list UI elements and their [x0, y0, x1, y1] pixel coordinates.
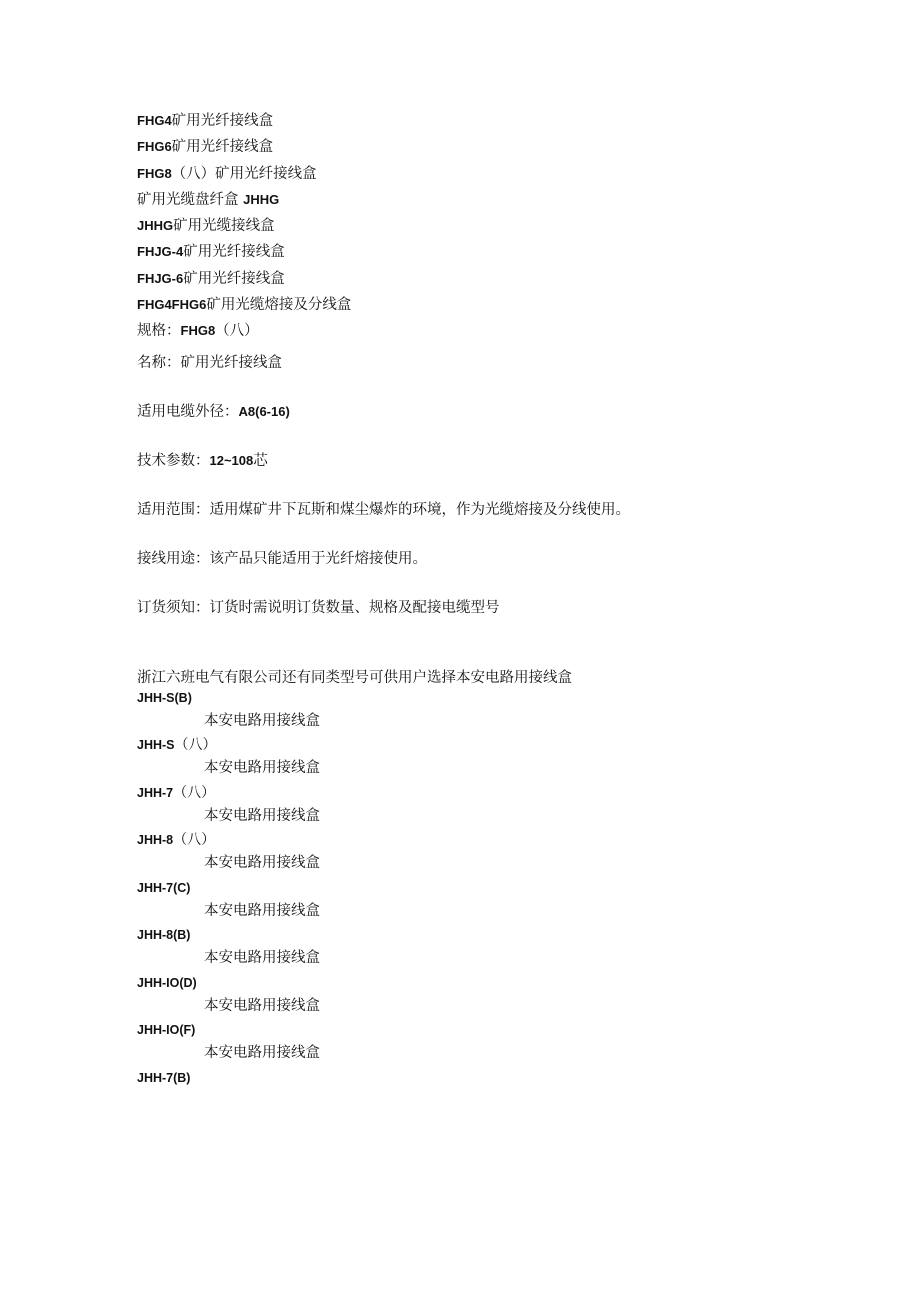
product-name: 矿用光缆接线盒 — [173, 218, 275, 235]
model-code-line — [137, 925, 837, 945]
detail-code: A8(6-16) — [238, 403, 290, 419]
product-line — [137, 161, 837, 187]
detail-label: 接线用途： — [137, 550, 210, 567]
intro-text: 浙江六班电气有限公司还有同类型号可供用户选择本安电路用接线盒 — [137, 669, 572, 686]
model-code: JHH-7(C) — [137, 880, 191, 895]
model-code-line — [137, 688, 837, 708]
model-code-line — [137, 973, 837, 993]
detail-value: 该产品只能适用于光纤熔接使用。 — [209, 550, 427, 567]
product-name: 矿用光缆熔接及分线盒 — [206, 297, 352, 314]
model-code: JHH-7(B) — [137, 1070, 191, 1085]
model-code-line — [137, 735, 837, 755]
detail-label: 适用电缆外径： — [137, 403, 239, 420]
model-description: 本安电路用接线盒 — [204, 712, 320, 729]
spec-line — [137, 318, 837, 344]
model-code: JHH-IO(D) — [137, 975, 197, 990]
product-name: （八）矿用光纤接线盒 — [171, 165, 317, 182]
detail-line — [137, 500, 837, 520]
detail-value: 适用煤矿井下瓦斯和煤尘爆炸的环境，作为光缆熔接及分线使用。 — [209, 501, 630, 518]
model-suffix: （八） — [174, 737, 217, 754]
product-line — [137, 108, 837, 134]
product-list — [137, 108, 837, 318]
detail-line — [137, 353, 837, 373]
model-code-line — [137, 1020, 837, 1040]
product-name: 矿用光缆盘纤盒 — [137, 191, 244, 208]
detail-line — [137, 402, 837, 422]
detail-value: 订货时需说明订货数量、规格及配接电缆型号 — [209, 599, 500, 616]
detail-label: 名称： — [137, 354, 181, 371]
model-description: 本安电路用接线盒 — [204, 950, 320, 967]
model-code: JHH-S — [137, 738, 175, 753]
spec-suffix: （八） — [215, 323, 259, 340]
detail-line — [137, 549, 837, 569]
product-line — [137, 292, 837, 318]
product-name: 矿用光纤接线盒 — [171, 113, 274, 129]
product-name: 矿用光纤接线盒 — [183, 244, 285, 261]
model-code: JHH-IO(F) — [137, 1023, 196, 1038]
detail-value: 矿用光纤接线盒 — [180, 354, 282, 371]
model-code-line — [137, 1068, 837, 1088]
model-code-line — [137, 830, 837, 850]
model-code: JHH-8(B) — [137, 928, 191, 943]
model-code: JHH-8 — [137, 833, 174, 848]
detail-label: 订货须知： — [137, 599, 210, 616]
model-code-line — [137, 783, 837, 803]
detail-suffix: 芯 — [253, 452, 268, 469]
product-code: FHG6 — [137, 139, 172, 155]
model-description: 本安电路用接线盒 — [204, 760, 320, 777]
model-code: JHH-S(B) — [137, 690, 192, 705]
model-description: 本安电路用接线盒 — [204, 997, 320, 1014]
details-list — [137, 353, 837, 618]
model-description: 本安电路用接线盒 — [204, 807, 320, 824]
product-name: 矿用光纤接线盒 — [171, 139, 274, 156]
product-code: FHG8 — [137, 165, 172, 181]
product-code: FHG4 — [137, 113, 172, 128]
spec-code: FHG8 — [180, 323, 216, 339]
product-code: JHHG — [137, 218, 174, 234]
detail-line — [137, 598, 837, 618]
model-description: 本安电路用接线盒 — [204, 1045, 320, 1062]
product-line — [137, 187, 837, 213]
detail-line — [137, 451, 837, 471]
model-code-line — [137, 878, 837, 898]
detail-label: 适用范围： — [137, 501, 210, 518]
model-code: JHH-7 — [137, 785, 174, 800]
product-line — [137, 239, 837, 265]
product-code: FHG4FHG6 — [137, 297, 207, 313]
spec-label: 规格： — [137, 323, 181, 340]
model-suffix: （八） — [173, 784, 216, 801]
models-list — [137, 688, 837, 1088]
product-code: JHHG — [243, 191, 280, 207]
product-line — [137, 266, 837, 292]
model-suffix: （八） — [173, 832, 216, 849]
product-line — [137, 134, 837, 160]
product-code: FHJG-6 — [137, 270, 184, 286]
model-description: 本安电路用接线盒 — [204, 855, 320, 872]
document-page — [137, 108, 837, 1088]
model-description: 本安电路用接线盒 — [204, 902, 320, 919]
detail-code: 12~108 — [209, 452, 254, 468]
product-line — [137, 213, 837, 239]
product-name: 矿用光纤接线盒 — [183, 270, 285, 287]
detail-label: 技术参数： — [137, 452, 210, 469]
product-code: FHJG-4 — [137, 244, 184, 260]
